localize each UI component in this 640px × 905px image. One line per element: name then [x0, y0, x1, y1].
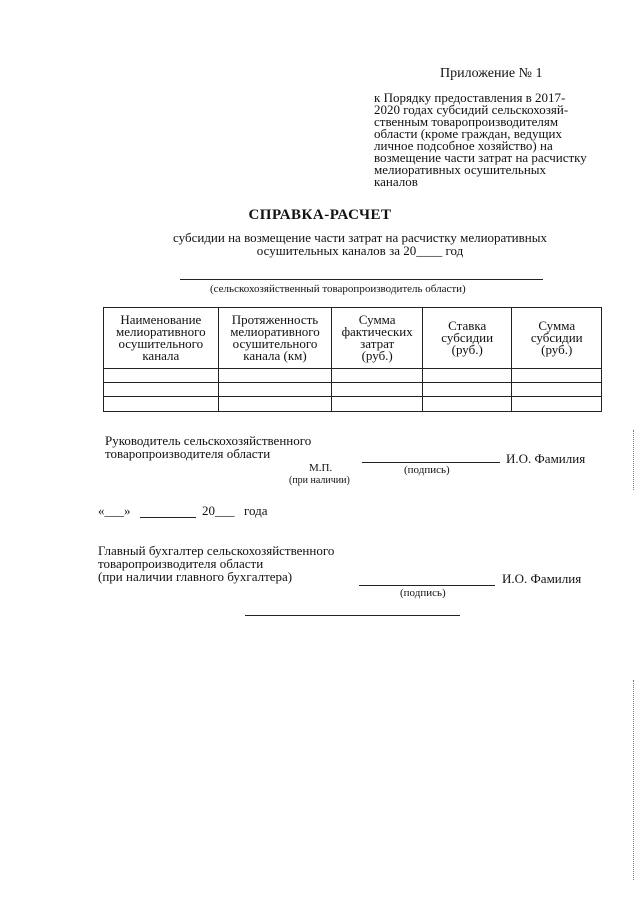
appendix-line: личное подсобное хозяйство) на	[374, 138, 553, 153]
producer-name-line	[180, 279, 543, 280]
date-year: 20___	[202, 503, 235, 518]
calculation-table	[103, 307, 602, 412]
accountant-name: И.О. Фамилия	[502, 571, 582, 586]
head-name: И.О. Фамилия	[506, 451, 586, 466]
appendix-line: области (кроме граждан, ведущих	[374, 126, 563, 141]
scan-edge-mark	[633, 680, 634, 880]
header-subsidy-amount: Сумма субсидии (руб.)	[512, 308, 602, 369]
accountant-signature-line	[359, 585, 495, 586]
appendix-line: ственным товаропроизводителям	[374, 114, 559, 129]
appendix-title: Приложение № 1	[440, 66, 543, 81]
date-day: «___»	[98, 503, 131, 518]
appendix-reference	[374, 92, 610, 188]
appendix-line: мелиоративных осушительных	[374, 162, 547, 177]
stamp-label: М.П.	[309, 462, 333, 474]
appendix-line: 2020 годах субсидий сельскохозяй-	[374, 102, 569, 117]
subtitle-line: субсидии на возмещение части затрат на расчистку мелиоративных	[173, 230, 547, 245]
head-signature-line	[362, 462, 500, 463]
accountant-signature-caption: (подпись)	[400, 587, 446, 599]
accountant-title-line1: Главный бухгалтер сельскохозяйственного	[98, 543, 335, 558]
appendix-line: каналов	[374, 174, 418, 189]
appendix-line: к Порядку предоставления в 2017-	[374, 90, 566, 105]
table-row	[104, 397, 602, 412]
date-month-line	[140, 517, 196, 518]
closing-line	[245, 615, 460, 616]
head-title-line2: товаропроизводителя области	[105, 446, 271, 461]
subtitle-line: осушительных каналов за 20____ год	[256, 243, 464, 258]
scan-edge-mark	[633, 430, 634, 490]
appendix-line: возмещение части затрат на расчистку	[374, 150, 587, 165]
head-title-line1: Руководитель сельскохозяйственного	[105, 433, 312, 448]
head-signature-caption: (подпись)	[404, 464, 450, 476]
document-title: СПРАВКА-РАСЧЕТ	[248, 207, 392, 223]
stamp-note: (при наличии)	[289, 475, 350, 486]
header-actual-costs: Сумма фактических затрат (руб.)	[332, 308, 423, 369]
producer-caption: (сельскохозяйственный товаропроизводитель области)	[210, 283, 466, 295]
table-row	[104, 369, 602, 383]
date-suffix: года	[244, 503, 268, 518]
accountant-title-line3: (при наличии главного бухгалтера)	[98, 569, 293, 584]
header-canal-length: Протяженность мелиоративного осушительного канала (км)	[218, 308, 332, 369]
header-canal-name: Наименование мелиоративного осушительного канала	[104, 308, 219, 369]
accountant-title-line2: товаропроизводителя области	[98, 556, 264, 571]
document-subtitle	[120, 231, 600, 257]
header-subsidy-rate: Ставка субсидии (руб.)	[422, 308, 512, 369]
table-header-row	[104, 308, 602, 369]
table-row	[104, 383, 602, 397]
